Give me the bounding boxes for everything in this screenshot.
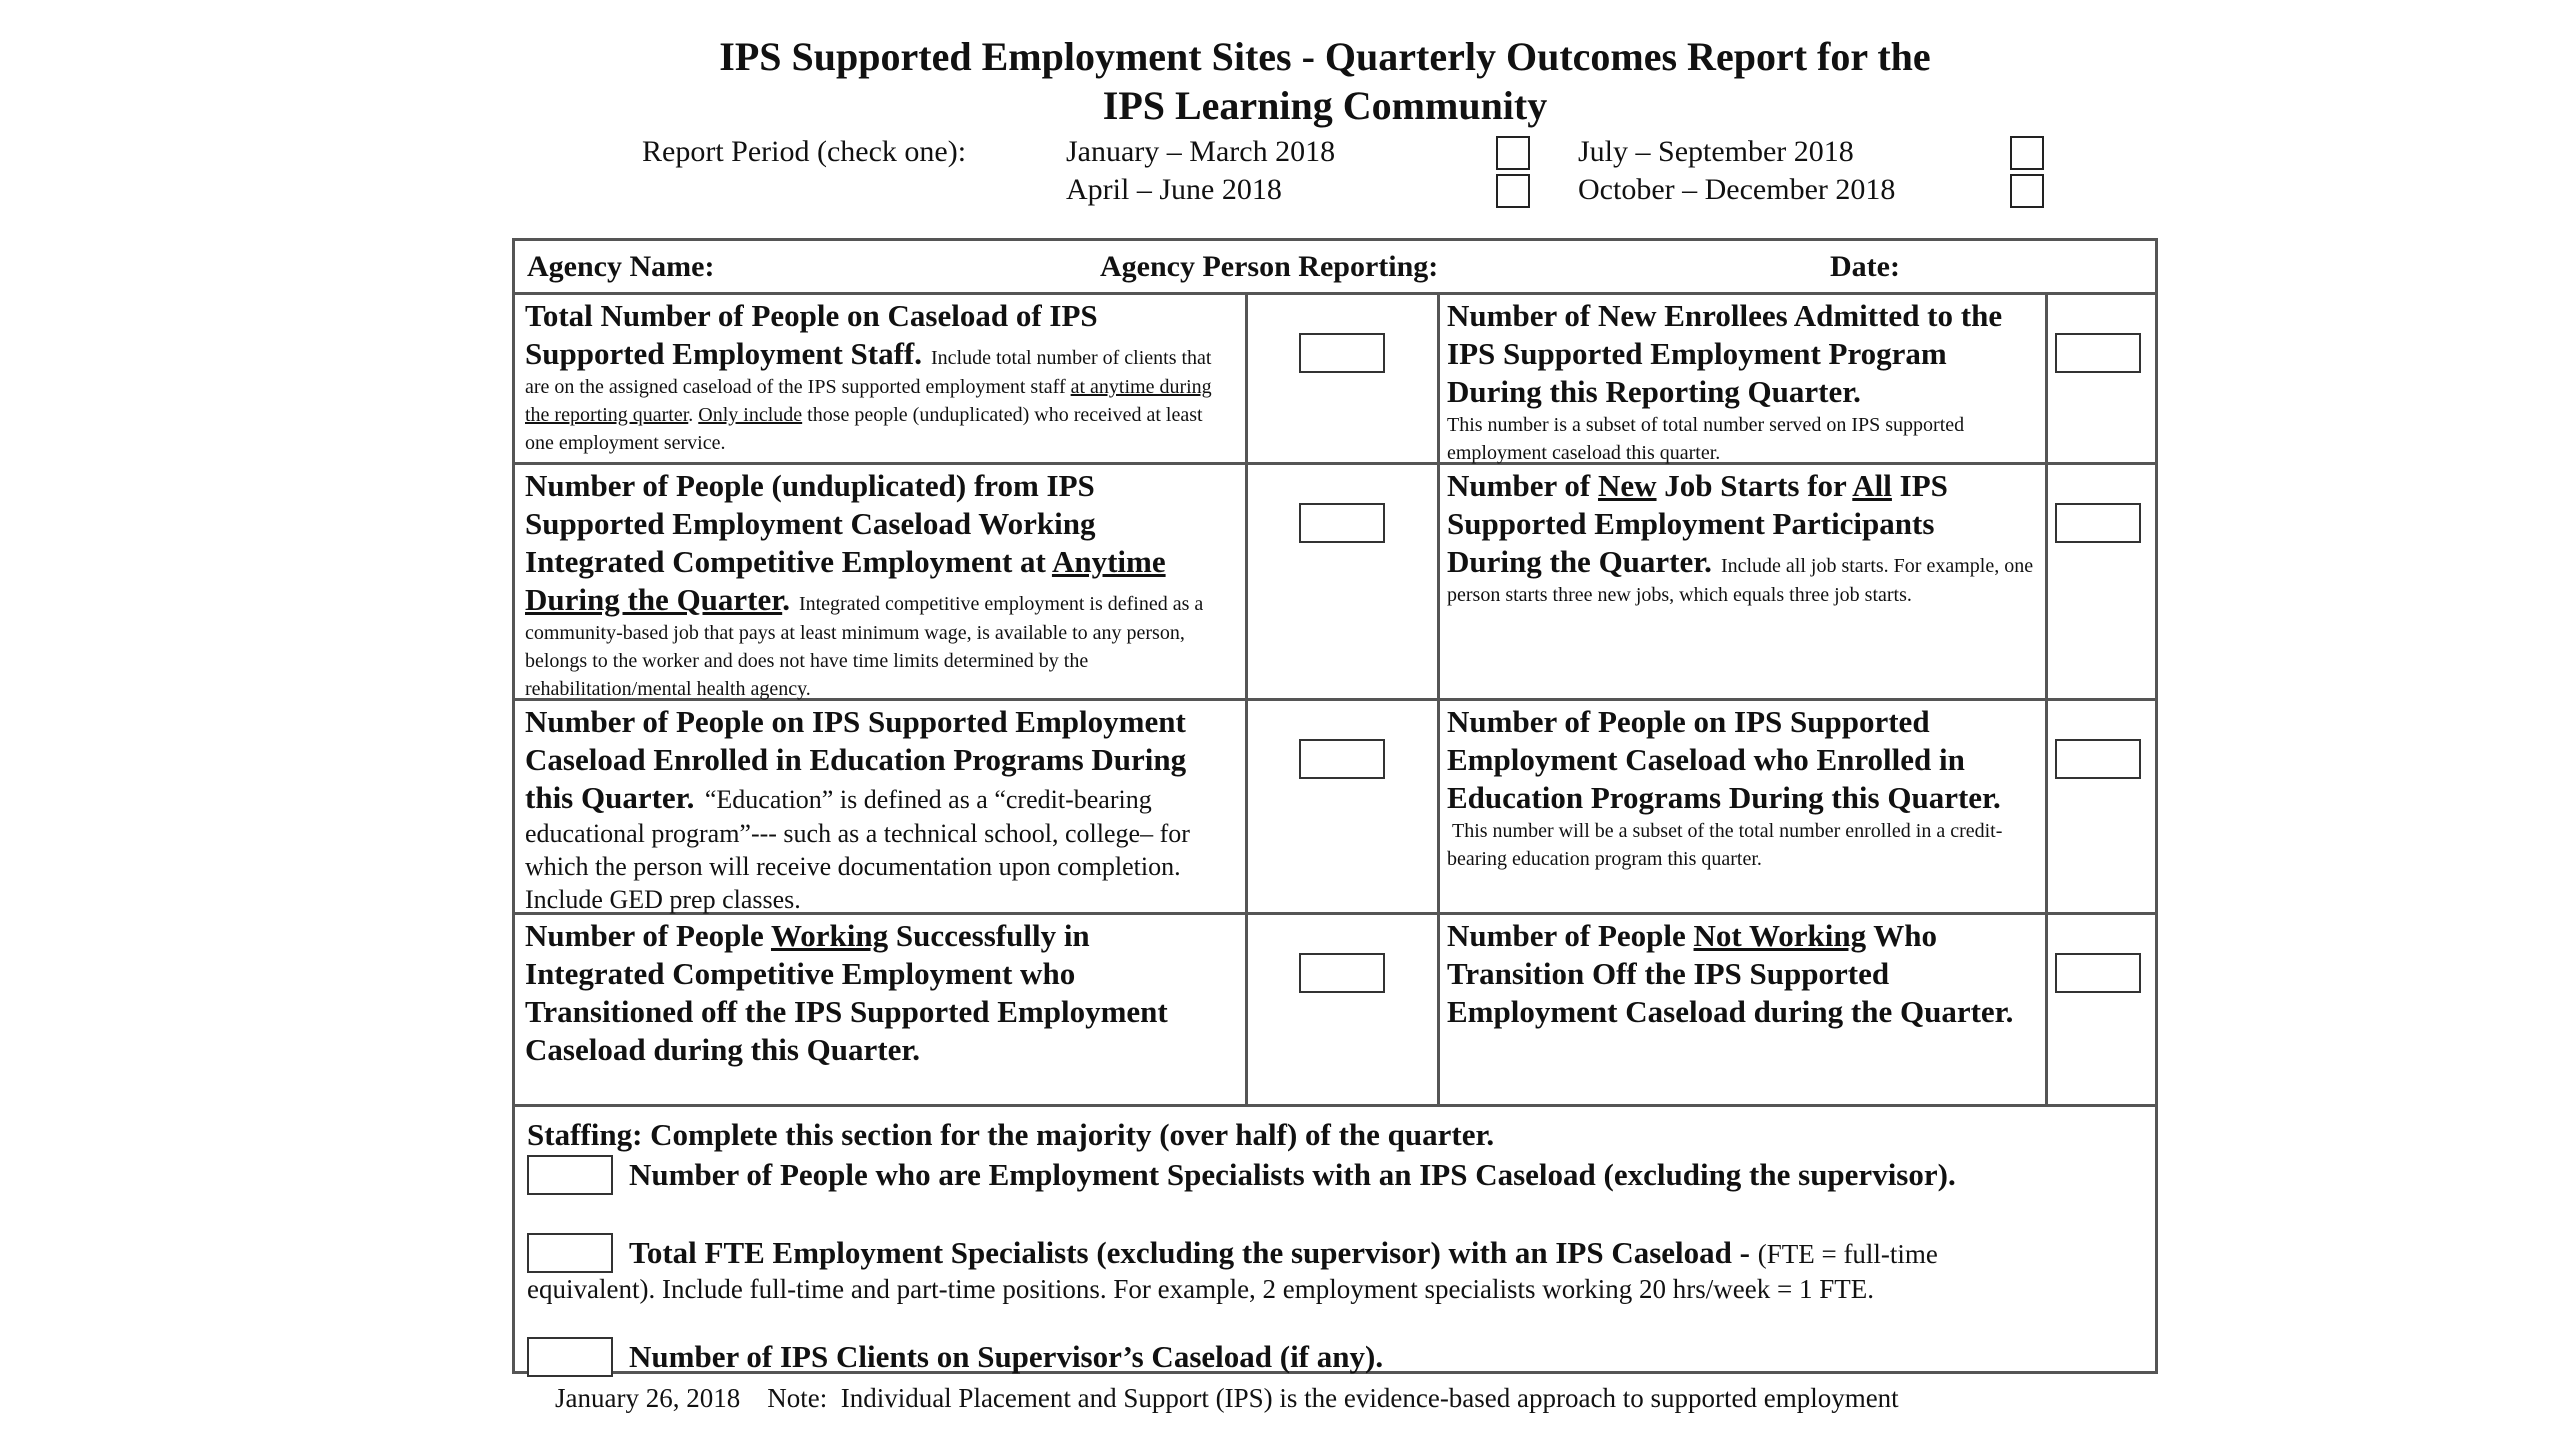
question-education-enrolled: Number of People on IPS Supported Employment Caseload Enrolled in Education Programs During this Quarter. “Education” is defined as a “credit-bearing educational program”--- such as a technical school, college– for which the person will receive documentation upon completion. Include GED prep classes. — [525, 704, 1190, 914]
staffing-item-fte-note: equivalent). Include full-time and part-time positions. For example, 2 employment specialists working 20 hrs/week = 1 FTE. — [527, 1274, 1874, 1304]
period-option-jul-sep: July – September 2018 — [1578, 135, 1854, 168]
form-header-row — [515, 241, 2155, 295]
date-label: Date: — [1830, 250, 1900, 283]
report-title-line1: IPS Supported Employment Sites - Quarterly Outcomes Report for the — [719, 34, 1931, 79]
answer-working-transitioned[interactable] — [1299, 953, 1385, 993]
agency-person-label: Agency Person Reporting: — [1100, 250, 1439, 283]
report-period-label: Report Period (check one): — [642, 135, 967, 168]
footer-note: Note: Individual Placement and Support (IPS) is the evidence-based approach to supported employment — [767, 1383, 1899, 1413]
footer-date: January 26, 2018 — [555, 1383, 741, 1413]
outcomes-form — [512, 238, 2158, 1374]
footer — [555, 1380, 1899, 1416]
answer-working-competitive[interactable] — [1299, 503, 1385, 543]
answer-new-job-starts[interactable] — [2055, 503, 2141, 543]
answer-education-new-enrolled[interactable] — [2055, 739, 2141, 779]
period-checkbox-apr-jun[interactable] — [1496, 174, 1530, 208]
period-option-apr-jun: April – June 2018 — [1066, 173, 1282, 206]
question-new-enrollees: Number of New Enrollees Admitted to the IPS Supported Employment Program During this Reporting Quarter. This number is a subset of total number served on IPS supported employment caseload this quarter. — [1447, 298, 2003, 464]
staffing-item-specialists: Number of People who are Employment Specialists with an IPS Caseload (excluding the supervisor). — [629, 1157, 1956, 1192]
period-option-jan-mar: January – March 2018 — [1066, 135, 1336, 168]
question-working-competitive: Number of People (unduplicated) from IPS Supported Employment Caseload Working Integrated Competitive Employment at Anytime During the Quarter. Integrated competitive employment is defined as a community-based job that pays at least minimum wage, is available to any person, belongs to the worker and does not have time limits determined by the rehabilitation/mental health agency. — [525, 468, 1204, 700]
question-new-job-starts: Number of New Job Starts for All IPS Supported Employment Participants During the Quarter. Include all job starts. For example, one person starts three new jobs, which equals three job starts. — [1447, 468, 2034, 606]
report-title-line2: IPS Learning Community — [1102, 83, 1548, 128]
agency-name-label: Agency Name: — [527, 250, 715, 283]
form-row-4 — [515, 915, 2155, 1107]
question-total-caseload: Total Number of People on Caseload of IPS Supported Employment Staff. Include total number of clients that are on the assigned caseload of the IPS supported employment staff at anytime during the reporting quarter. Only include those people (unduplicated) who received at least one employment service. — [525, 298, 1212, 454]
form-row-1 — [515, 295, 2155, 465]
staffing-section — [515, 1107, 2155, 1374]
answer-supervisor-caseload[interactable] — [527, 1337, 613, 1377]
form-row-3 — [515, 701, 2155, 915]
report-title — [0, 32, 2560, 130]
period-checkbox-jan-mar[interactable] — [1496, 136, 1530, 170]
answer-education-enrolled[interactable] — [1299, 739, 1385, 779]
answer-new-enrollees[interactable] — [2055, 333, 2141, 373]
answer-employment-specialists[interactable] — [527, 1155, 613, 1195]
period-checkbox-jul-sep[interactable] — [2010, 136, 2044, 170]
question-not-working-transitioned: Number of People Not Working Who Transition Off the IPS Supported Employment Caseload during the Quarter. — [1447, 918, 2014, 1029]
staffing-item-fte: Total FTE Employment Specialists (excluding the supervisor) with an IPS Caseload - (FTE = full-time — [629, 1235, 1938, 1270]
question-working-transitioned: Number of People Working Successfully in Integrated Competitive Employment who Transitioned off the IPS Supported Employment Caseload during this Quarter. — [525, 918, 1168, 1067]
answer-total-caseload[interactable] — [1299, 333, 1385, 373]
form-row-2 — [515, 465, 2155, 701]
period-option-oct-dec: October – December 2018 — [1578, 173, 1896, 206]
question-education-new-enrolled: Number of People on IPS Supported Employment Caseload who Enrolled in Education Programs During this Quarter. This number will be a subset of the total number enrolled in a credit-bearing education program this quarter. — [1447, 704, 2003, 870]
staffing-title: Staffing: Complete this section for the majority (over half) of the quarter. — [527, 1117, 1495, 1152]
period-checkbox-oct-dec[interactable] — [2010, 174, 2044, 208]
staffing-item-supervisor: Number of IPS Clients on Supervisor’s Caseload (if any). — [629, 1339, 1384, 1374]
answer-not-working-transitioned[interactable] — [2055, 953, 2141, 993]
answer-fte-specialists[interactable] — [527, 1233, 613, 1273]
